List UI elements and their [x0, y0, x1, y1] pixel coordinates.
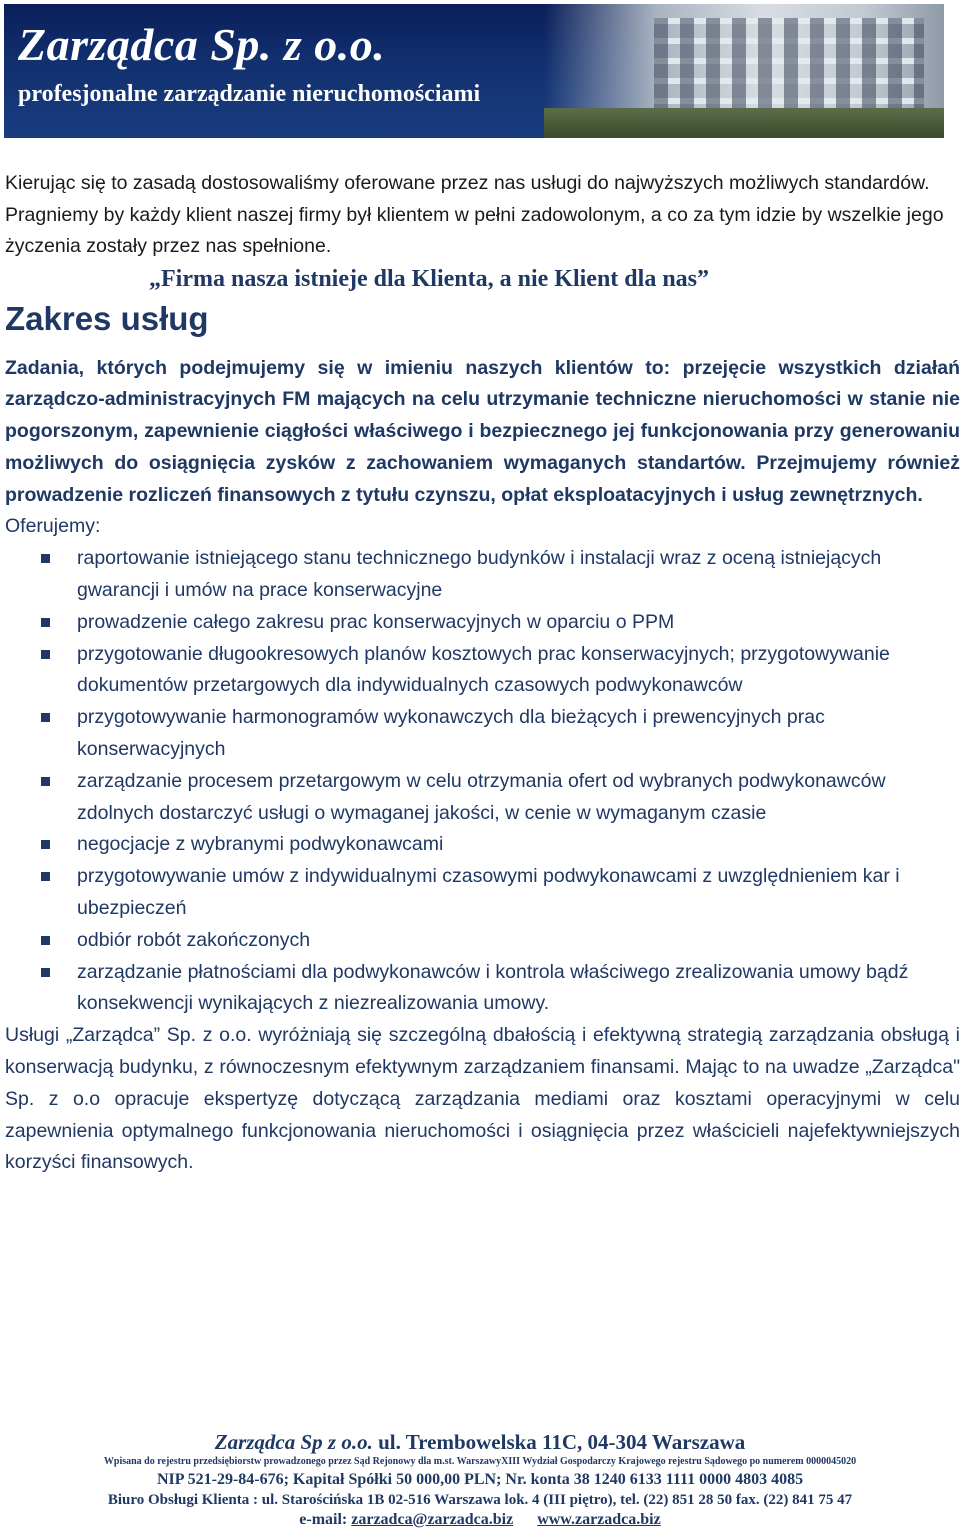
offer-label: Oferujemy: [5, 515, 101, 538]
motto: „Firma nasza istnieje dla Klienta, a nie Klient dla nas” [149, 265, 710, 292]
square-bullet-icon [41, 936, 50, 945]
offer-list [5, 543, 960, 1020]
email-link[interactable]: zarzadca@zarzadca.biz [351, 1511, 514, 1528]
list-item: przygotowywanie harmonogramów wykonawczych dla bieżących i prewencyjnych prac konserwacyjnych [5, 702, 960, 766]
company-subtitle: profesjonalne zarządzanie nieruchomościami [18, 81, 481, 107]
footer-address: ul. Trembowelska 11C, 04-304 Warszawa [372, 1430, 746, 1454]
building-photo [544, 4, 944, 138]
footer-nip: NIP 521-29-84-676; Kapitał Spółki 50 000,00 PLN; Nr. konta 38 1240 6133 1111 0000 4803 4085 [156, 1471, 804, 1488]
square-bullet-icon [41, 840, 50, 849]
square-bullet-icon [41, 777, 50, 786]
footer-company-name: Zarządca Sp z o.o. [214, 1430, 373, 1454]
square-bullet-icon [41, 713, 50, 722]
square-bullet-icon [41, 554, 50, 563]
website-link[interactable]: www.zarzadca.biz [537, 1511, 661, 1528]
footer [0, 1430, 960, 1530]
footer-email-label: e-mail: [299, 1511, 352, 1528]
list-item: odbiór robót zakończonych [5, 925, 960, 957]
company-title: Zarządca Sp. z o.o. [18, 19, 386, 70]
list-item: prowadzenie całego zakresu prac konserwacyjnych w oparciu o PPM [5, 607, 960, 639]
list-item: negocjacje z wybranymi podwykonawcami [5, 829, 960, 861]
intro-paragraph: Kierując się to zasadą dostosowaliśmy oferowane przez nas usługi do najwyższych możliwych standardów. Pragniemy by każdy klient naszej firmy był klientem w pełni zadowolonym, a co za tym idzie by wszelkie jego życzenia zostały przez nas spełnione. [5, 172, 944, 257]
footer-office: Biuro Obsługi Klienta : ul. Starościńska 1B 02-516 Warszawa lok. 4 (III piętro), tel. (22) 851 28 50 fax. (22) 841 75 47 [107, 1492, 853, 1508]
square-bullet-icon [41, 618, 50, 627]
list-item: przygotowywanie umów z indywidualnymi czasowymi podwykonawcami z uwzględnieniem kar i ubezpieczeń [5, 861, 960, 925]
list-item: zarządzanie płatnościami dla podwykonawców i kontrola właściwego zrealizowania umowy bądź konsekwencji wynikających z niezrealizowania umowy. [5, 957, 960, 1021]
list-item: przygotowanie długookresowych planów kosztowych prac konserwacyjnych; przygotowywanie dokumentów przetargowych dla indywidualnych czasowych podwykonawców [5, 639, 960, 703]
footer-registry: Wpisana do rejestru przedsiębiorstw prowadzonego przez Sąd Rejonowy dla m.st. WarszawyXIII Wydział Gospodarczy Krajowego rejestru Sądowego po numerem 0000045020 [103, 1456, 857, 1467]
footer-address-line [0, 1430, 960, 1454]
main-content [5, 168, 960, 1179]
header-banner [4, 4, 944, 138]
tasks-paragraph: Zadania, których podejmujemy się w imieniu naszych klientów to: przejęcie wszystkich działań zarządczo-administracyjnych FM mających na celu utrzymanie techniczne nieruchomości w stanie nie pogorszonym, zapewnienie ciągłości właściwego i bezpiecznego jej funkcjonowania przy generowaniu możliwych do osiągnięcia zysków z zachowaniem wymaganych standartów. Przejmujemy również prowadzenie rozliczeń finansowych z tytułu czynszu, opłat eksploatacyjnych i usług zewnętrznych. [5, 356, 960, 506]
list-item: zarządzanie procesem przetargowym w celu otrzymania ofert od wybranych podwykonawców zdolnych dostarczyć usługi o wymaganej jakości, w cenie w wymaganym czasie [5, 766, 960, 830]
footer-contact [0, 1510, 960, 1530]
section-title: Zakres usług [5, 299, 209, 337]
list-item: raportowanie istniejącego stanu technicznego budynków i instalacji wraz z oceną istniejących gwarancji i umów na prace konserwacyjne [5, 543, 960, 607]
square-bullet-icon [41, 872, 50, 881]
closing-paragraph: Usługi „Zarządca” Sp. z o.o. wyróżniają się szczególną dbałością i efektywną strategią zarządzania obsługą i konserwacją budynku, z równoczesnym efektywnym zarządzaniem finansami. Mając to na uwadze „Zarządca" Sp. z o.o opracuje ekspertyzę dotyczącą zarządzania mediami oraz kosztami operacyjnymi w celu zapewnienia optymalnego funkcjonowania nieruchomości i osiągnięcia przez właścicieli najefektywniejszych korzyści finansowych. [5, 1024, 960, 1174]
square-bullet-icon [41, 650, 50, 659]
square-bullet-icon [41, 968, 50, 977]
